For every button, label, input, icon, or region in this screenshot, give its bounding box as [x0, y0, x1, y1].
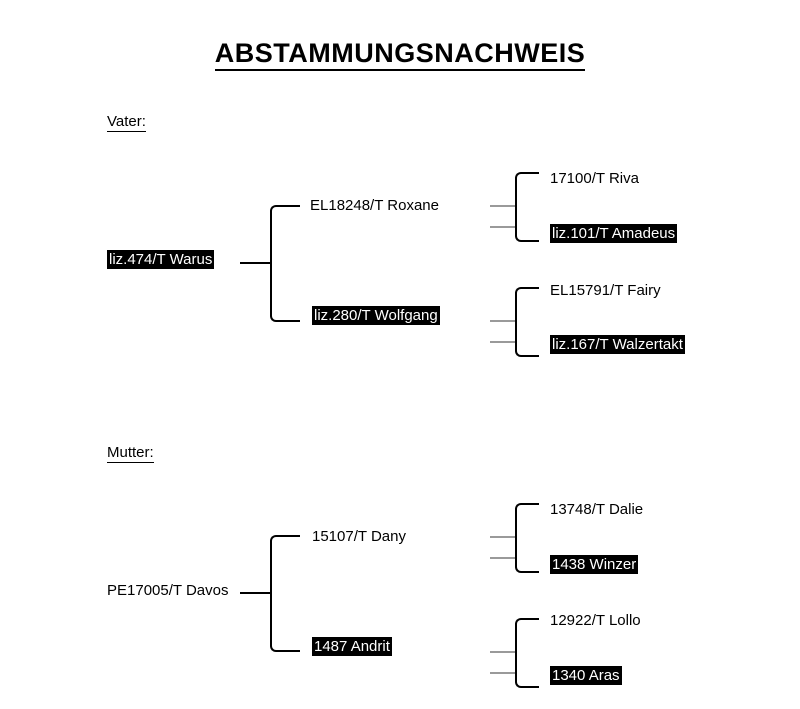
connector-mother-gen3-a2: [490, 557, 515, 559]
bracket-mother-gen3-b-bottom: [515, 651, 539, 688]
page-title: [0, 38, 800, 69]
bracket-father-gen3-b-bottom: [515, 320, 539, 357]
node-father-gen2-0: EL18248/T Roxane: [310, 197, 439, 214]
bracket-mother-gen3-a-top: [515, 503, 539, 539]
node-mother-subject: PE17005/T Davos: [107, 582, 229, 599]
connector-mother-gen3-b2: [490, 672, 515, 674]
connector-father-gen3-b: [490, 320, 515, 322]
connector-father-gen3-b2: [490, 341, 515, 343]
bracket-father-gen3-b-top: [515, 287, 539, 323]
node-mother-gen3-2: 12922/T Lollo: [550, 612, 641, 629]
node-mother-gen2-1: 1487 Andrit: [314, 638, 390, 655]
section-label-father: Vater:: [107, 113, 146, 130]
node-father-subject: liz.474/T Warus: [109, 251, 213, 268]
connector-father-subject: [240, 262, 270, 264]
connector-father-gen3-a2: [490, 226, 515, 228]
node-mother-gen2-0: 15107/T Dany: [312, 528, 406, 545]
bracket-mother-gen3-b-top: [515, 618, 539, 654]
node-mother-gen3-0: 13748/T Dalie: [550, 501, 644, 518]
bracket-father-gen3-a-top: [515, 172, 539, 208]
node-father-gen3-2: EL15791/T Fairy: [550, 282, 661, 299]
section-label-mother: Mutter:: [107, 444, 154, 461]
bracket-mother-gen3-a-bottom: [515, 536, 539, 573]
node-mother-gen3-1: 1438 Winzer: [552, 556, 637, 573]
connector-mother-gen3-b: [490, 651, 515, 653]
node-father-gen2-1: liz.280/T Wolfgang: [314, 307, 438, 324]
bracket-mother-gen2-top: [270, 535, 300, 594]
bracket-father-gen3-a-bottom: [515, 205, 539, 242]
connector-mother-subject: [240, 592, 270, 594]
bracket-mother-gen2-bottom: [270, 592, 300, 652]
node-mother-gen3-3: 1340 Aras: [552, 667, 620, 684]
node-father-gen3-1: liz.101/T Amadeus: [552, 225, 676, 242]
connector-mother-gen3-a: [490, 536, 515, 538]
connector-father-gen3-a: [490, 205, 515, 207]
bracket-father-gen2-top: [270, 205, 300, 264]
node-father-gen3-3: liz.167/T Walzertakt: [552, 336, 683, 353]
page-title-text: ABSTAMMUNGSNACHWEIS: [215, 38, 585, 71]
bracket-father-gen2-bottom: [270, 262, 300, 322]
node-father-gen3-0: 17100/T Riva: [550, 170, 639, 187]
